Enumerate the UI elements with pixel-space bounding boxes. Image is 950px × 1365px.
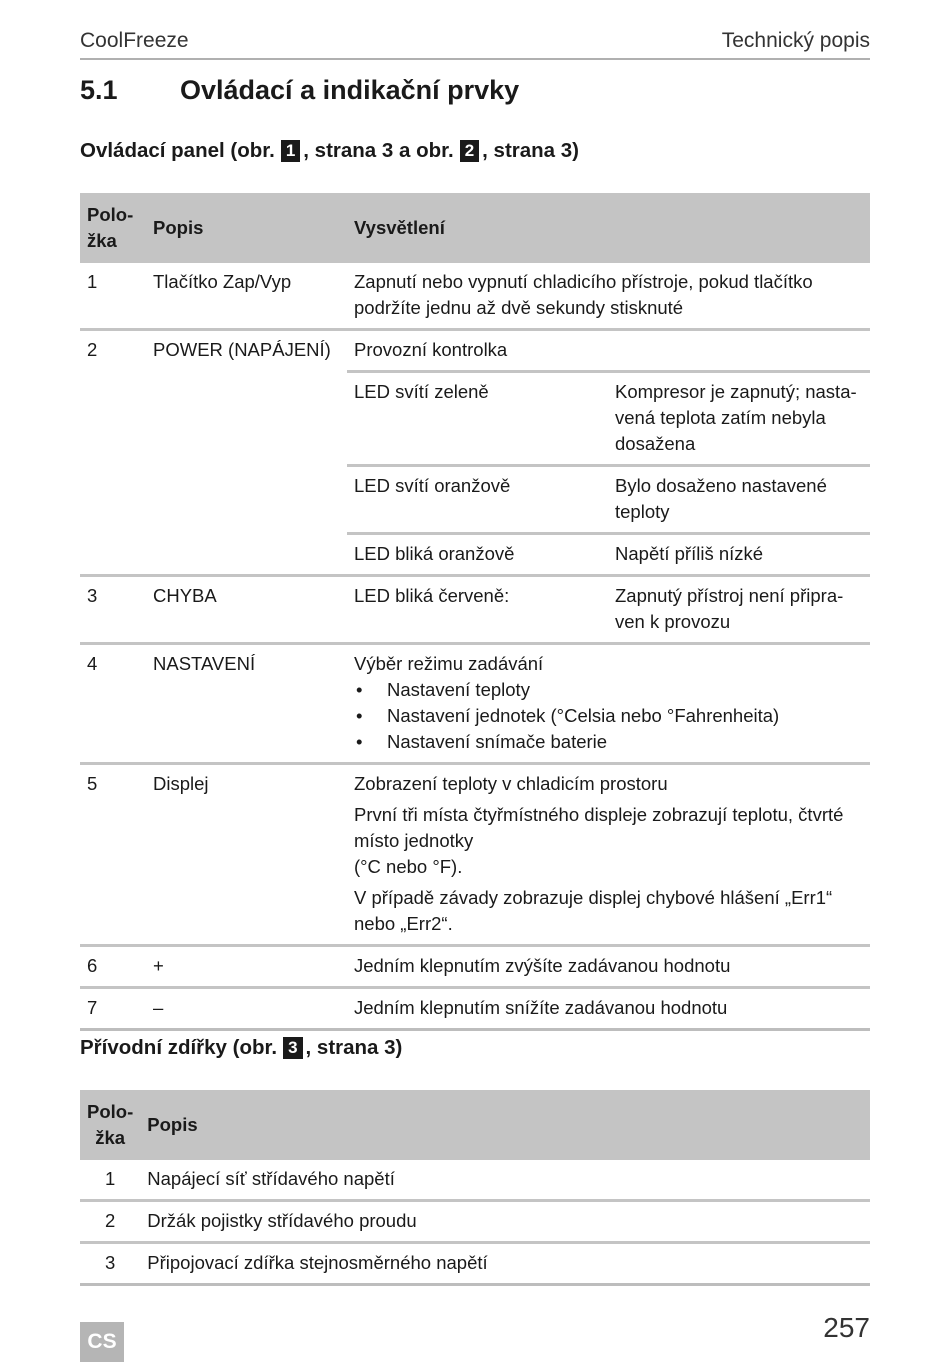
figure-ref-badge: 2 <box>460 140 479 162</box>
section-number: 5.1 <box>80 75 118 105</box>
settings-list <box>354 677 863 755</box>
explanation-text: V případě závady zobrazuje displej chybové hlášení „Err1“ nebo „Err2“. <box>354 887 833 934</box>
heading-text: Ovládací panel (obr. <box>80 139 275 162</box>
cell-led-meaning: Zapnutý přístroj není připraven k provozu <box>608 576 870 644</box>
heading-text: , strana 3 a obr. <box>303 139 454 162</box>
table-row <box>80 330 870 372</box>
control-panel-table <box>80 193 870 1031</box>
cell-description: POWER (NAPÁJENÍ) <box>153 339 331 360</box>
cell-description: Připojovací zdířka stejnosměrného napětí <box>140 1243 870 1285</box>
col-header-explanation: Vysvětlení <box>347 193 870 263</box>
cell-explanation <box>347 764 870 946</box>
cell-description: + <box>146 946 347 988</box>
cell-position: 6 <box>80 946 146 988</box>
cell-position: 3 <box>80 576 146 644</box>
figure-ref-badge: 3 <box>283 1037 302 1059</box>
explanation-text: (°C nebo °F). <box>354 856 463 877</box>
cell-position: 2 <box>80 1201 140 1243</box>
input-sockets-heading <box>80 1036 402 1060</box>
table-row <box>80 1201 870 1243</box>
cell-position: 3 <box>80 1243 140 1285</box>
cell-position: 2 <box>87 339 98 360</box>
col-header-description: Popis <box>146 193 347 263</box>
cell-led-state: LED bliká červeně: <box>347 576 608 644</box>
list-item: • Nastavení jednotek (°Celsia nebo °Fahrenheita) <box>354 703 863 729</box>
table-row <box>80 764 870 946</box>
cell-explanation <box>347 644 870 764</box>
cell-explanation: Zapnutí nebo vypnutí chladicího přístroje, pokud tlačítko podržíte jednu až dvě sekundy stisknuté <box>347 263 870 330</box>
cell-led-state: LED bliká oranžově <box>347 534 608 576</box>
table-header-row <box>80 1090 870 1160</box>
list-item: • Nastavení snímače baterie <box>354 729 863 755</box>
cell-explanation: Jedním klepnutím snížíte zadávanou hodnotu <box>347 988 870 1030</box>
section-title: Ovládací a indikační prvky <box>180 75 520 105</box>
table-row <box>80 946 870 988</box>
explanation-text: Zobrazení teploty v chladicím prostoru <box>354 773 668 794</box>
cell-description: – <box>146 988 347 1030</box>
page-number: 257 <box>823 1312 870 1343</box>
figure-ref-badge: 1 <box>281 140 300 162</box>
cell-explanation: Jedním klepnutím zvýšíte zadávanou hodnotu <box>347 946 870 988</box>
cell-description: Displej <box>146 764 347 946</box>
cell-position: 5 <box>80 764 146 946</box>
control-panel-heading <box>80 139 579 163</box>
explanation-text: První tři místa čtyřmístného displeje zobrazují teplotu, čtvrté místo jednotky <box>354 804 844 851</box>
col-header-position: Položka <box>80 193 146 263</box>
col-header-position: Položka <box>80 1090 140 1160</box>
table-row <box>80 576 870 644</box>
cell-led-meaning: Bylo dosaženo nastavené teploty <box>608 466 870 534</box>
cell-position: 7 <box>80 988 146 1030</box>
heading-text: Přívodní zdířky (obr. <box>80 1036 278 1059</box>
col-header-description: Popis <box>140 1090 870 1160</box>
cell-position: 4 <box>80 644 146 764</box>
header-product-name: CoolFreeze <box>80 29 189 52</box>
header-divider <box>80 58 870 60</box>
table-row <box>80 263 870 330</box>
table-row <box>80 988 870 1030</box>
header-chapter-title: Technický popis <box>721 29 870 52</box>
input-sockets-table <box>80 1090 870 1286</box>
cell-description: Napájecí síť střídavého napětí <box>140 1160 870 1201</box>
cell-description: Tlačítko Zap/Vyp <box>146 263 347 330</box>
cell-led-meaning: Kompresor je zapnutý; nastavená teplota zatím nebyla dosažena <box>608 372 870 466</box>
section-heading <box>80 75 519 106</box>
cell-description: CHYBA <box>146 576 347 644</box>
explanation-text: Výběr režimu zadávání <box>354 653 544 674</box>
heading-text: , strana 3) <box>482 139 580 162</box>
cell-description: NASTAVENÍ <box>146 644 347 764</box>
cell-explanation: Provozní kontrolka <box>347 330 870 372</box>
cell-led-state: LED svítí zeleně <box>347 372 608 466</box>
cell-led-state: LED svítí oranžově <box>347 466 608 534</box>
table-row <box>80 1160 870 1201</box>
table-row <box>80 644 870 764</box>
table-row <box>80 1243 870 1285</box>
cell-led-meaning: Napětí příliš nízké <box>608 534 870 576</box>
heading-text: , strana 3) <box>305 1036 403 1059</box>
table-header-row <box>80 193 870 263</box>
cell-position: 1 <box>80 263 146 330</box>
list-item: • Nastavení teploty <box>354 677 863 703</box>
cell-position: 1 <box>80 1160 140 1201</box>
cell-description: Držák pojistky střídavého proudu <box>140 1201 870 1243</box>
language-badge: CS <box>80 1322 124 1362</box>
